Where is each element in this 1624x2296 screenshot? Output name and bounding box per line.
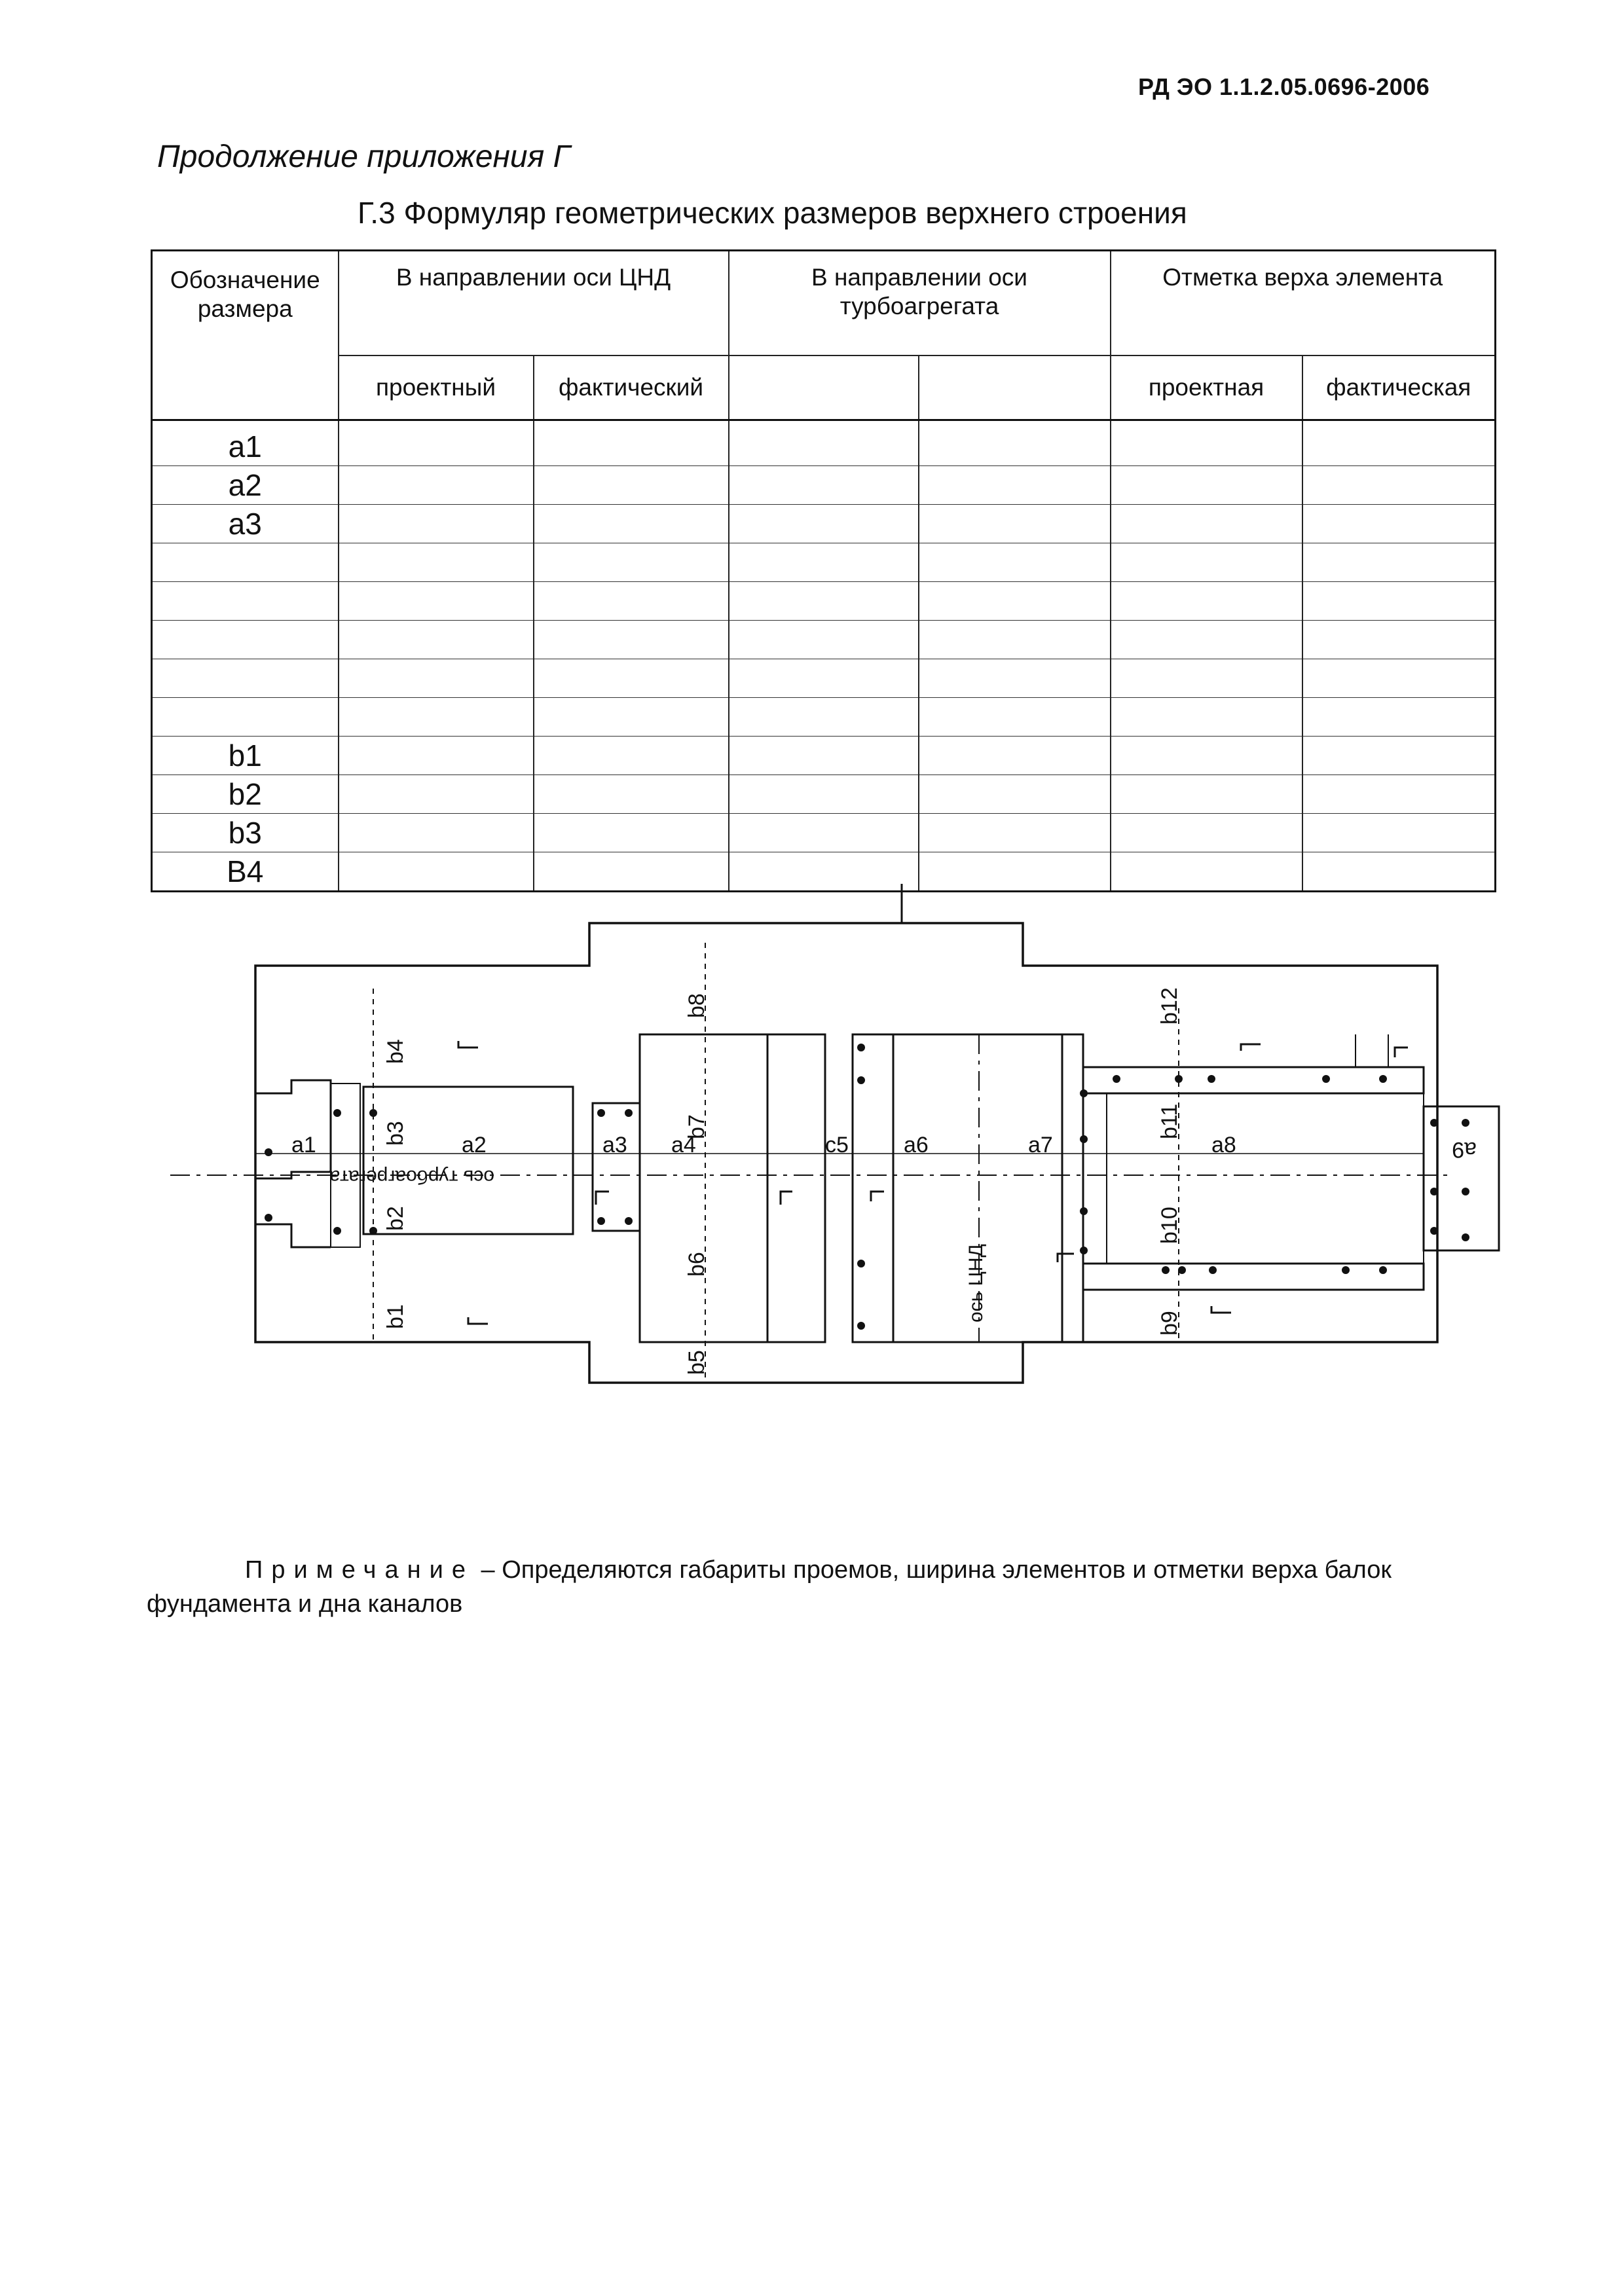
section-arrow-icon (1058, 1254, 1074, 1262)
table-cell (919, 852, 1111, 892)
row-designation: a3 (152, 505, 339, 543)
bolt-dot (333, 1227, 341, 1235)
bolt-dot (1379, 1075, 1387, 1083)
bolt-dot (369, 1109, 377, 1117)
table-cell (729, 698, 919, 737)
table-cell (1111, 814, 1302, 852)
bolt-dot (1209, 1266, 1217, 1274)
table-cell (729, 543, 919, 582)
row-designation (152, 582, 339, 621)
table-cell (919, 582, 1111, 621)
table-cell (919, 659, 1111, 698)
table-cell (919, 814, 1111, 852)
label-a4: a4 (671, 1133, 696, 1157)
bolt-dot (1080, 1247, 1088, 1254)
table-cell (1111, 582, 1302, 621)
label-b6: b6 (684, 1252, 709, 1277)
sub-header-actual: фактический (534, 355, 729, 420)
bolt-dot (1178, 1266, 1186, 1274)
table-cell (729, 582, 919, 621)
table-cell (1302, 852, 1496, 892)
table-cell (339, 582, 534, 621)
table-row (152, 659, 1496, 698)
col-designation-header: Обозначение размера (152, 251, 339, 420)
section-arrow-icon (458, 1041, 478, 1048)
label-b2: b2 (383, 1206, 408, 1231)
label-a7: a7 (1028, 1133, 1053, 1157)
table-row (152, 582, 1496, 621)
group-mark-header: Отметка верха элемента (1111, 251, 1496, 356)
bolt-dot (1175, 1075, 1183, 1083)
bolt-dot (1322, 1075, 1330, 1083)
bolt-dot (857, 1044, 865, 1051)
table-cell (339, 428, 534, 466)
table-cell (534, 621, 729, 659)
section-arrow-icon (1395, 1048, 1408, 1057)
note-paragraph (147, 1553, 1456, 1621)
table-cell (919, 428, 1111, 466)
row-designation (152, 698, 339, 737)
bolt-dot (857, 1322, 865, 1330)
row-designation: b2 (152, 775, 339, 814)
sub-header-empty (919, 355, 1111, 420)
dimensions-table (151, 249, 1496, 892)
row-designation: a2 (152, 466, 339, 505)
bolt-dot (1080, 1135, 1088, 1143)
table-cell (339, 543, 534, 582)
table-row (152, 505, 1496, 543)
table-cell (1302, 428, 1496, 466)
label-b8: b8 (684, 993, 709, 1018)
table-cell (339, 659, 534, 698)
left-end-block (255, 1080, 331, 1178)
table-cell (1302, 621, 1496, 659)
sub-header-project: проектный (339, 355, 534, 420)
table-cell (919, 698, 1111, 737)
table-cell (729, 775, 919, 814)
label-a1: a1 (291, 1133, 316, 1157)
table-cell (1302, 543, 1496, 582)
bolt-dot (857, 1076, 865, 1084)
table-cell (534, 775, 729, 814)
bolt-dot (1080, 1089, 1088, 1097)
table-cell (1302, 582, 1496, 621)
table-row (152, 698, 1496, 737)
section-arrow-icon (871, 1192, 884, 1201)
table-cell (729, 852, 919, 892)
bolt-dot (597, 1109, 605, 1117)
row-designation (152, 543, 339, 582)
table-cell (534, 505, 729, 543)
sub-header-actual-f: фактическая (1302, 355, 1496, 420)
row-designation: b1 (152, 737, 339, 775)
table-cell (1302, 814, 1496, 852)
label-a6: a6 (904, 1133, 929, 1157)
table-cell (1111, 737, 1302, 775)
table-cell (339, 698, 534, 737)
bolt-dot (1342, 1266, 1350, 1274)
block-b7 (640, 1034, 767, 1342)
row-designation: B4 (152, 852, 339, 892)
bolt-dot (265, 1148, 272, 1156)
group-cnd-header: В направлении оси ЦНД (339, 251, 729, 356)
bolt-dot (333, 1109, 341, 1117)
bolt-dot (1162, 1266, 1170, 1274)
table-row (152, 775, 1496, 814)
right-beam-bottom (1083, 1264, 1424, 1290)
table-cell (339, 814, 534, 852)
table-cell (1111, 505, 1302, 543)
table-row (152, 543, 1496, 582)
table-cell (534, 543, 729, 582)
right-frame-inner (1083, 1093, 1424, 1264)
table-cell (1111, 466, 1302, 505)
bolt-dot (857, 1260, 865, 1267)
table-row (152, 621, 1496, 659)
label-b11: b11 (1157, 1103, 1182, 1139)
label-b9: b9 (1157, 1311, 1182, 1336)
section-arrow-icon (468, 1317, 488, 1324)
table-cell (1302, 505, 1496, 543)
note-text: – Определяются габариты проемов, ширина элементов и отметки верха балок фундамента и дна каналов (147, 1556, 1392, 1618)
sub-header-empty (729, 355, 919, 420)
block-a3 (593, 1103, 640, 1231)
table-cell (1111, 543, 1302, 582)
bolt-dot (1462, 1233, 1469, 1241)
dimensions-table-body (152, 420, 1496, 892)
bolt-dot (1430, 1119, 1438, 1127)
table-cell (729, 814, 919, 852)
table-cell (534, 737, 729, 775)
table-cell (1302, 466, 1496, 505)
foundation-plan-drawing (177, 923, 1477, 1434)
label-c5: c5 (825, 1133, 849, 1157)
table-cell (339, 621, 534, 659)
left-pad (331, 1084, 360, 1247)
section-arrow-icon (1211, 1306, 1231, 1313)
appendix-heading: Продолжение приложения Г (157, 139, 570, 174)
bolt-dot (1379, 1266, 1387, 1274)
form-title: Г.3 Формуляр геометрических размеров верхнего строения (358, 196, 1187, 230)
table-cell (729, 737, 919, 775)
section-arrow-icon (596, 1192, 609, 1205)
table-cell (729, 659, 919, 698)
group-turbo-header: В направлении оси турбоагрегата (729, 251, 1111, 356)
table-cell (1302, 698, 1496, 737)
table-cell (729, 466, 919, 505)
bolt-dot (1113, 1075, 1120, 1083)
label-b1: b1 (383, 1304, 408, 1329)
table-cell (919, 543, 1111, 582)
label-a2: a2 (462, 1133, 487, 1157)
label-axis-turbo: ось турбоагрегата (329, 1166, 494, 1188)
table-cell (1111, 698, 1302, 737)
section-arrow-icon (781, 1192, 792, 1205)
table-cell (1111, 621, 1302, 659)
table-cell (729, 621, 919, 659)
bolt-dot (625, 1109, 633, 1117)
label-a8: a8 (1211, 1133, 1236, 1157)
bolt-dot (597, 1217, 605, 1225)
bolt-dot (1462, 1188, 1469, 1195)
table-cell (919, 505, 1111, 543)
label-b12: b12 (1157, 987, 1182, 1025)
table-row (152, 814, 1496, 852)
table-cell (339, 466, 534, 505)
block-a4-right (767, 1034, 825, 1342)
table-cell (729, 505, 919, 543)
bolt-dot (1208, 1075, 1215, 1083)
table-cell (1302, 737, 1496, 775)
table-cell (339, 737, 534, 775)
table-cell (339, 505, 534, 543)
right-beam-top (1083, 1067, 1424, 1093)
table-cell (339, 852, 534, 892)
block-a7 (1062, 1034, 1083, 1342)
bolt-dot (1080, 1207, 1088, 1215)
label-a3: a3 (602, 1133, 627, 1157)
sub-header-project-f: проектная (1111, 355, 1302, 420)
table-cell (534, 698, 729, 737)
bolt-dot (265, 1214, 272, 1222)
table-row (152, 428, 1496, 466)
table-cell (1111, 852, 1302, 892)
table-cell (534, 659, 729, 698)
bolt-dot (1462, 1119, 1469, 1127)
table-cell (1111, 659, 1302, 698)
table-cell (729, 428, 919, 466)
table-cell (534, 466, 729, 505)
table-cell (534, 814, 729, 852)
table-cell (1111, 428, 1302, 466)
table-cell (1302, 659, 1496, 698)
label-b10: b10 (1157, 1207, 1182, 1244)
table-cell (1302, 775, 1496, 814)
label-b4: b4 (383, 1039, 408, 1064)
table-row (152, 852, 1496, 892)
table-row (152, 466, 1496, 505)
row-designation (152, 659, 339, 698)
table-cell (534, 852, 729, 892)
bolt-dot (625, 1217, 633, 1225)
table-cell (919, 775, 1111, 814)
table-cell (919, 737, 1111, 775)
table-cell (339, 775, 534, 814)
table-cell (534, 428, 729, 466)
row-designation (152, 621, 339, 659)
table-cell (919, 621, 1111, 659)
bolt-dot (1430, 1188, 1438, 1195)
bolt-dot (369, 1227, 377, 1235)
dimensions-table-container (151, 249, 1496, 892)
table-cell (534, 582, 729, 621)
table-cell (1111, 775, 1302, 814)
document-code: РД ЭО 1.1.2.05.0696-2006 (1138, 73, 1430, 100)
left-step (255, 1224, 331, 1247)
section-arrow-icon (1241, 1044, 1261, 1051)
table-cell (919, 466, 1111, 505)
note-lead: Примечание (245, 1556, 474, 1584)
right-end-notch (1356, 1034, 1388, 1067)
row-designation: b3 (152, 814, 339, 852)
row-designation: a1 (152, 428, 339, 466)
label-b7: b7 (684, 1114, 709, 1139)
label-b3: b3 (383, 1121, 408, 1146)
label-a9: a9 (1452, 1137, 1477, 1162)
label-b5: b5 (684, 1350, 709, 1375)
label-axis-cnd: ось ЦНД (965, 1244, 987, 1322)
bolt-dot (1430, 1227, 1438, 1235)
table-row (152, 737, 1496, 775)
